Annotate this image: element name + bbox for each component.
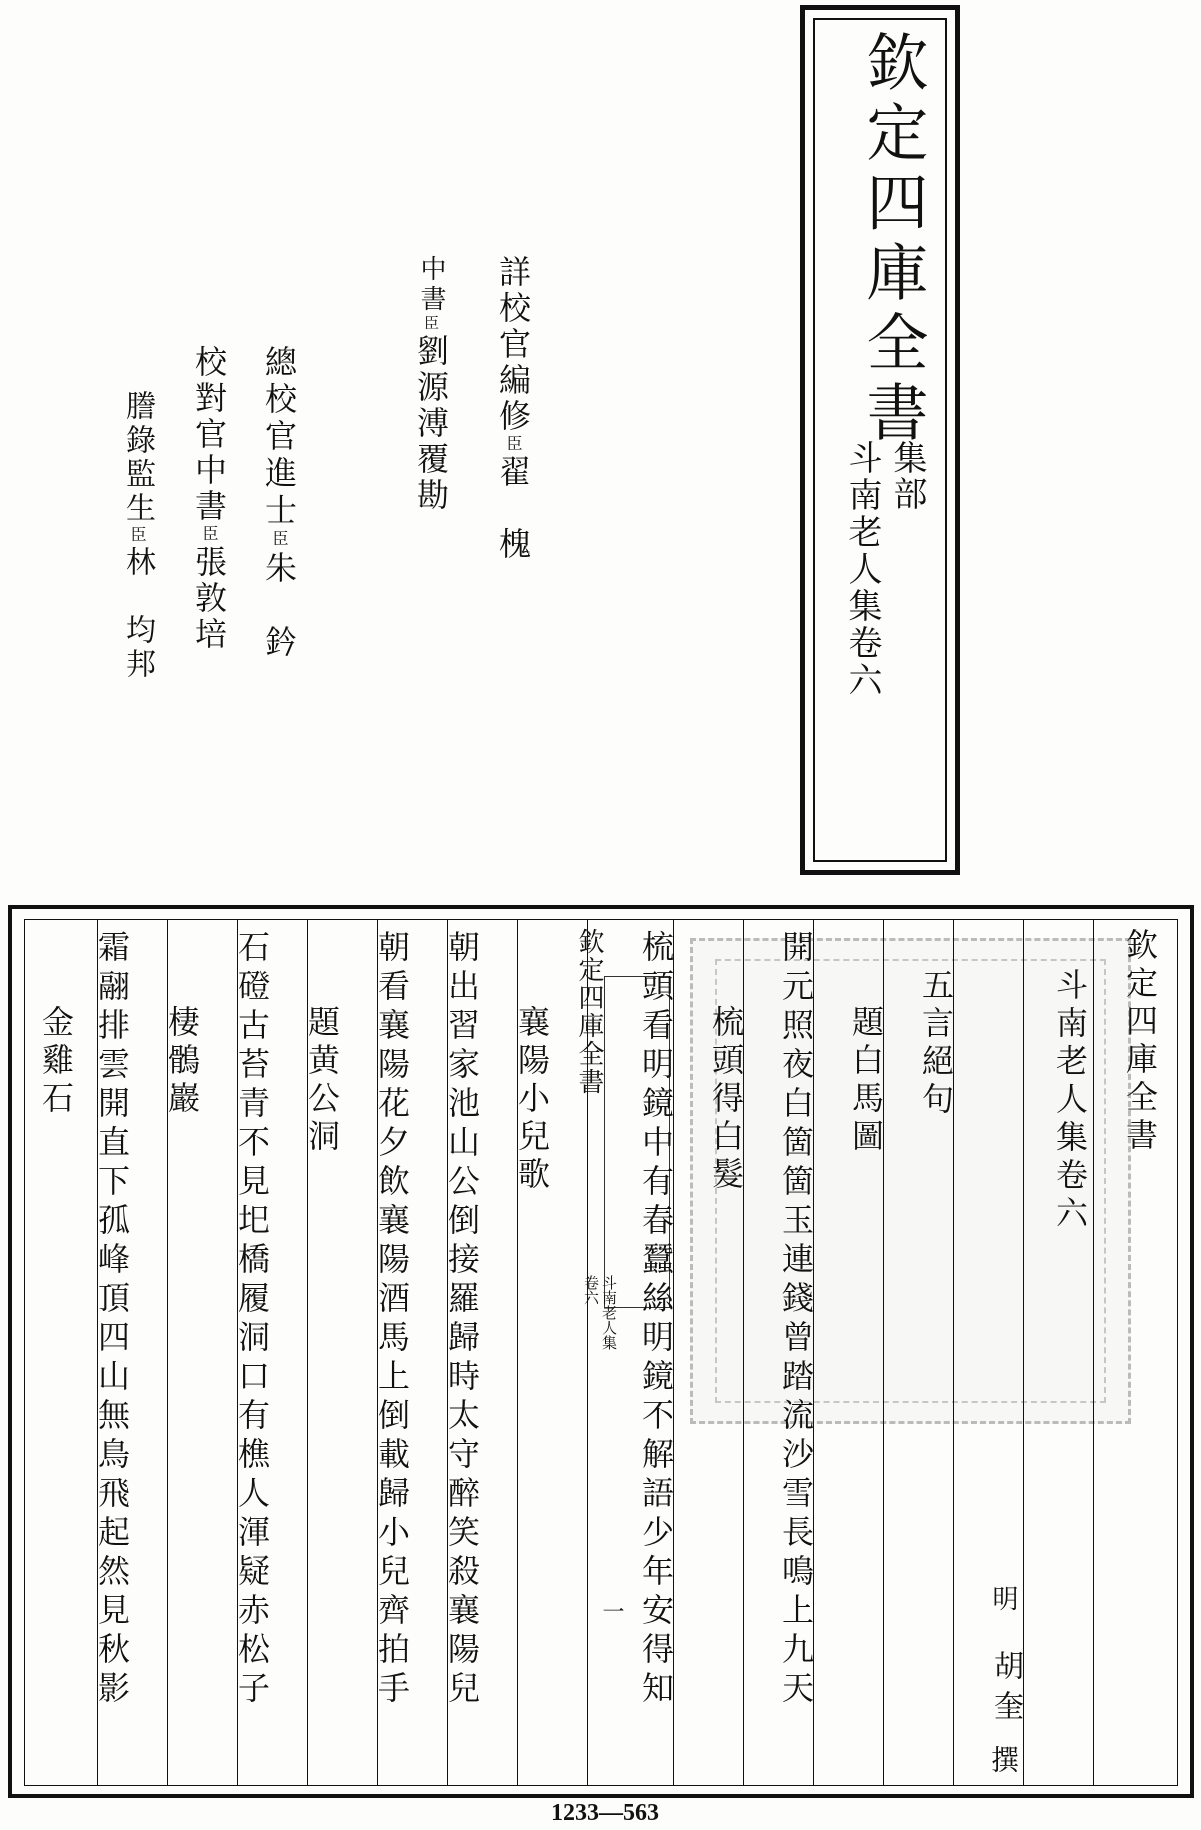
poem-title: 題黄公洞	[303, 1005, 341, 1157]
chen-mark: 臣	[200, 525, 219, 545]
credit-proofreader	[186, 345, 232, 653]
book-volume: 斗南老人集卷六	[1051, 968, 1089, 1234]
author-dynasty: 明	[988, 1585, 1018, 1611]
credit-name: 劉源溥覆勘	[412, 334, 450, 514]
block-title: 欽定四庫全書	[574, 928, 604, 1096]
chen-mark: 臣	[422, 315, 440, 334]
poem-text: 朝出習家池山公倒接羅歸時太守醉笑殺襄陽兒	[443, 930, 481, 1710]
poem-title: 梳頭得白髮	[707, 1005, 745, 1195]
poem-title: 棲鶻巖	[163, 1005, 201, 1119]
credit-detailed-proofreader	[490, 255, 536, 563]
poem-text: 開元照夜白箇箇玉連錢曾踏流沙雪長鳴上九天	[777, 930, 815, 1710]
chen-mark: 臣	[504, 435, 523, 455]
poem-text: 朝看襄陽花夕飲襄陽酒馬上倒載歸小兒齊拍手	[373, 930, 411, 1710]
column-rule	[1093, 920, 1094, 1785]
cover-title: 欽定四庫全書	[856, 30, 929, 450]
poem-title: 金雞石	[37, 1005, 75, 1119]
credit-chief-proofreader	[256, 345, 302, 662]
credit-name: 朱 鈐	[260, 551, 298, 662]
credit-title: 中書	[416, 255, 446, 315]
cover-category: 集部	[887, 440, 927, 512]
author-role: 撰	[987, 1745, 1020, 1773]
credit-title: 校對官中書	[190, 345, 228, 525]
credit-name: 張敦培	[190, 545, 228, 653]
credit-reviewer	[408, 255, 454, 514]
page-number: 1233—563	[551, 1800, 659, 1826]
credit-title: 謄錄監生	[120, 390, 155, 526]
poem-title: 題白馬圖	[847, 1005, 885, 1157]
header-title: 欽定四庫全書	[1121, 928, 1159, 1156]
section-heading: 五言絕句	[917, 968, 955, 1120]
credit-title: 總校官進士	[260, 345, 298, 530]
poem-text: 霜翮排雲開直下孤峰頂四山無鳥飛起然見秋影	[93, 930, 131, 1710]
poem-text: 石磴古苔青不見圯橋履洞口有樵人渾疑赤松子	[233, 930, 271, 1710]
block-volume-2: 卷六	[582, 1275, 600, 1305]
credit-name: 林 均邦	[120, 546, 155, 682]
block-volume: 斗南老人集	[600, 1275, 618, 1350]
chen-mark: 臣	[270, 530, 289, 551]
poem-title: 襄陽小兒歌	[513, 1005, 551, 1195]
cover-volume: 斗南老人集卷六	[842, 440, 882, 699]
chen-mark: 臣	[128, 526, 147, 546]
author-name: 胡奎	[988, 1650, 1023, 1730]
block-page-number: 一	[599, 1600, 624, 1622]
credit-name: 翟 槐	[494, 455, 532, 563]
credit-copyist	[115, 390, 159, 682]
poem-text: 梳頭看明鏡中有春蠶絲明鏡不解語少年安得知	[637, 930, 675, 1710]
credit-title: 詳校官編修	[494, 255, 532, 435]
